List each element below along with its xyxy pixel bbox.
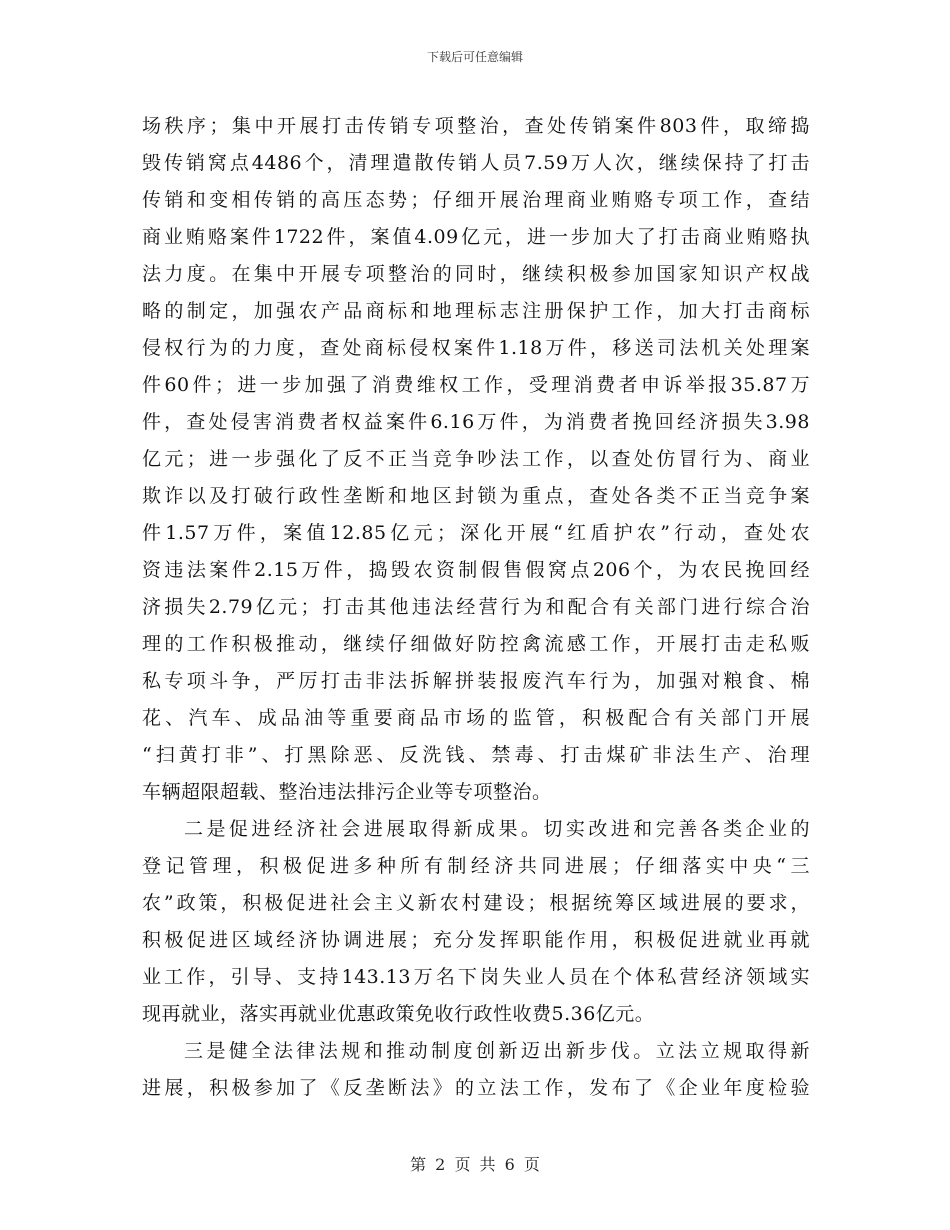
- text-line: 农”政策，积极促进社会主义新农村建设；根据统筹区域进展的要求，: [142, 892, 810, 914]
- text-line: 登记管理，积极促进多种所有制经济共同进展；仔细落实中央“三: [142, 855, 810, 877]
- text-line: 亿元；进一步强化了反不正当竞争吵法工作，以查处仿冒行为、商业: [142, 448, 810, 470]
- text-line: 二是促进经济社会进展取得新成果。切实改进和完善各类企业的: [184, 818, 810, 840]
- text-line: 法力度。在集中开展专项整治的同时，继续积极参加国家知识产权战: [142, 263, 810, 285]
- text-line: 毁传销窝点4486个，清理遣散传销人员7.59万人次，继续保持了打击: [142, 152, 810, 174]
- text-line: 私专项斗争，严厉打击非法拆解拼装报废汽车行为，加强对粮食、棉: [142, 670, 810, 692]
- page-header: 下载后可任意编辑: [426, 50, 523, 64]
- text-line: 传销和变相传销的高压态势；仔细开展治理商业贿赂专项工作，查结: [142, 189, 810, 211]
- text-line: 花、汽车、成品油等重要商品市场的监管，积极配合有关部门开展: [142, 707, 810, 729]
- text-line: 资违法案件2.15万件，捣毁农资制假售假窝点206个，为农民挽回经: [142, 559, 810, 581]
- text-line: 欺诈以及打破行政性垄断和地区封锁为重点，查处各类不正当竞争案: [142, 485, 810, 507]
- text-line: 件，查处侵害消费者权益案件6.16万件，为消费者挽回经济损失3.98: [142, 411, 810, 433]
- text-line: “扫黄打非”、打黑除恶、反洗钱、禁毒、打击煤矿非法生产、治理: [142, 744, 810, 766]
- text-line: 场秩序；集中开展打击传销专项整治，查处传销案件803件，取缔捣: [142, 115, 810, 137]
- text-line: 济损失2.79亿元；打击其他违法经营行为和配合有关部门进行综合治: [142, 596, 810, 618]
- text-line: 车辆超限超载、整治违法排污企业等专项整治。: [142, 781, 552, 803]
- text-line: 三是健全法律法规和推动制度创新迈出新步伐。立法立规取得新: [184, 1040, 810, 1062]
- text-line: 理的工作积极推动，继续仔细做好防控禽流感工作，开展打击走私贩: [142, 633, 810, 655]
- text-line: 业工作，引导、支持143.13万名下岗失业人员在个体私营经济领域实: [142, 966, 810, 988]
- text-line: 进展，积极参加了《反垄断法》的立法工作，发布了《企业年度检验: [142, 1077, 810, 1099]
- text-line: 商业贿赂案件1722件，案值4.09亿元，进一步加大了打击商业贿赂执: [142, 226, 810, 248]
- text-line: 件1.57万件，案值12.85亿元；深化开展“红盾护农”行动，查处农: [142, 522, 810, 544]
- text-line: 略的制定，加强农产品商标和地理标志注册保护工作，加大打击商标: [142, 300, 810, 322]
- text-line: 现再就业，落实再就业优惠政策免收行政性收费5.36亿元。: [142, 1003, 655, 1025]
- text-line: 件60件；进一步加强了消费维权工作，受理消费者申诉举报35.87万: [142, 374, 810, 396]
- text-line: 积极促进区域经济协调进展；充分发挥职能作用，积极促进就业再就: [142, 929, 810, 951]
- text-line: 侵权行为的力度，查处商标侵权案件1.18万件，移送司法机关处理案: [142, 337, 810, 359]
- page-number: 第 2 页 共 6 页: [410, 1155, 540, 1174]
- document-body: [142, 108, 810, 1107]
